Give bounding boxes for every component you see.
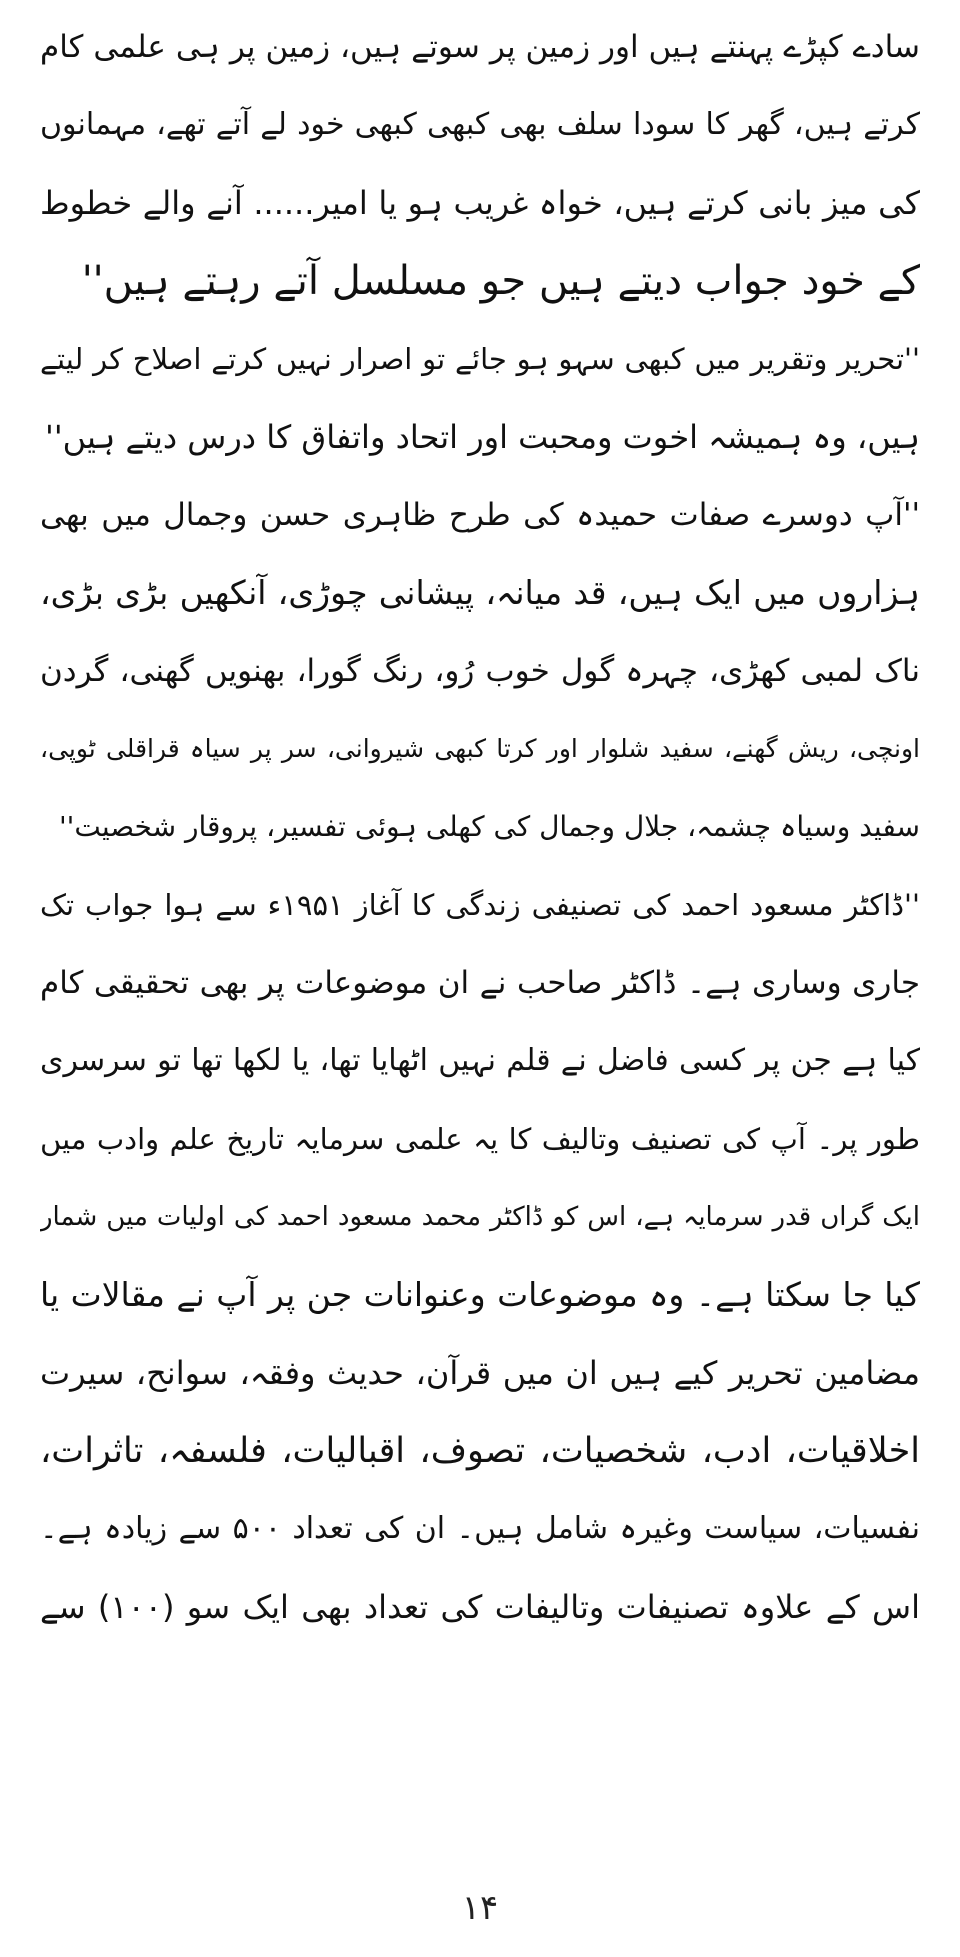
text-line-5: ''تحریر وتقریر میں کبھی سہو ہو جائے تو اصرار نہیں کرتے اصلاح کر لیتے [40,342,920,376]
text-line-17: کیا جا سکتا ہے۔ وہ موضوعات وعنوانات جن پر آپ نے مقالات یا [40,1275,920,1314]
text-line-4: کے خود جواب دیتے ہیں جو مسلسل آتے رہتے ہیں'' [81,258,920,304]
text-line-10: اونچی، ریش گھنے، سفید شلوار اور کرتا کبھی شیروانی، سر پر سیاہ قراقلی ٹوپی، [40,734,920,763]
text-line-3: کی میز بانی کرتے ہیں، خواہ غریب ہو یا امیر...... آنے والے خطوط [40,184,920,222]
text-line-14: کیا ہے جن پر کسی فاضل نے قلم نہیں اٹھایا تھا، یا لکھا تھا تو سرسری [40,1043,920,1078]
text-line-6: ہیں، وہ ہمیشہ اخوت ومحبت اور اتحاد واتفاق کا درس دیتے ہیں'' [45,418,920,456]
text-line-9: ناک لمبی کھڑی، چہرہ گول خوب رُو، رنگ گورا، بھنویں گھنی، گردن [40,653,920,689]
text-line-2: کرتے ہیں، گھر کا سودا سلف بھی کبھی کبھی خود لے آتے تھے، مہمانوں [40,107,920,142]
text-line-12: ''ڈاکٹر مسعود احمد کی تصنیفی زندگی کا آغاز ۱۹۵۱ء سے ہوا جواب تک [40,888,920,922]
text-line-13: جاری وساری ہے۔ ڈاکٹر صاحب نے ان موضوعات پر بھی تحقیقی کام [40,965,920,1001]
text-line-18: مضامین تحریر کیے ہیں ان میں قرآن، حدیث وفقہ، سوانح، سیرت [40,1354,920,1392]
body-text [40,8,920,1646]
text-line-1: سادے کپڑے پہنتے ہیں اور زمین پر سوتے ہیں، زمین پر ہی علمی کام [40,29,920,65]
text-line-7: ''آپ دوسرے صفات حمیدہ کی طرح ظاہری حسن وجمال میں بھی [40,497,920,533]
text-line-15: طور پر۔ آپ کی تصنیف وتالیف کا یہ علمی سرمایہ تاریخ علم وادب میں [40,1122,920,1156]
text-line-19: اخلاقیات، ادب، شخصیات، تصوف، اقبالیات، فلسفہ، تاثرات، [40,1431,920,1471]
text-line-16: ایک گراں قدر سرمایہ ہے، اس کو ڈاکٹر محمد مسعود احمد کی اولیات میں شمار [40,1202,920,1232]
text-line-20: نفسیات، سیاست وغیرہ شامل ہیں۔ ان کی تعداد ۵۰۰ سے زیادہ ہے۔ [40,1511,920,1546]
text-line-8: ہزاروں میں ایک ہیں، قد میانہ، پیشانی چوڑی، آنکھیں بڑی بڑی، [40,573,920,612]
text-line-11: سفید وسیاہ چشمہ، جلال وجمال کی کھلی ہوئی تفسیر، پروقار شخصیت'' [58,810,920,843]
page-number: ۱۴ [461,1888,499,1928]
text-line-21: اس کے علاوہ تصنیفات وتالیفات کی تعداد بھی ایک سو (۱۰۰) سے [40,1588,920,1626]
